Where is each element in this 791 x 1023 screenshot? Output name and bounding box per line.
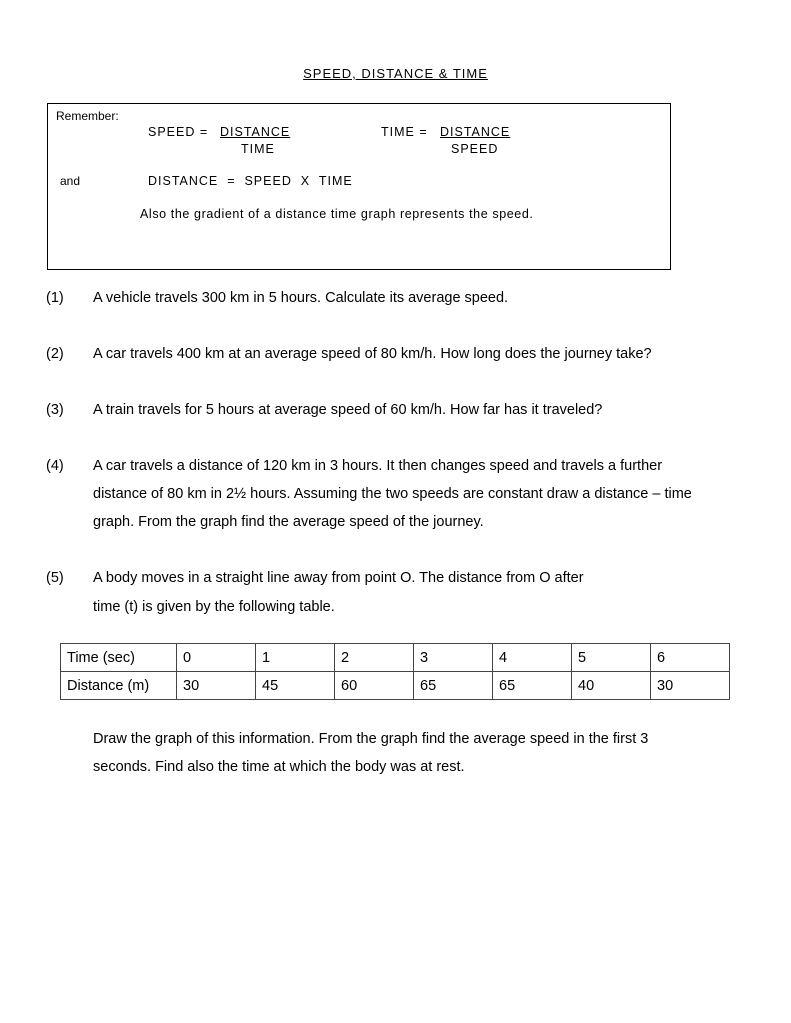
table-cell: 5 [572, 644, 651, 672]
table-cell: 65 [493, 672, 572, 700]
table-cell: 40 [572, 672, 651, 700]
question-4-line-2: distance of 80 km in 2½ hours. Assuming the two speeds are constant draw a distance – time [93, 486, 692, 502]
speed-formula-denominator: TIME [241, 142, 275, 156]
remember-label: Remember: [56, 109, 119, 123]
speed-formula-lhs: SPEED = [148, 125, 209, 139]
table-cell: 0 [177, 644, 256, 672]
question-1-text: A vehicle travels 300 km in 5 hours. Calculate its average speed. [93, 290, 509, 306]
table-cell: 65 [414, 672, 493, 700]
question-5-line-2: time (t) is given by the following table. [93, 599, 335, 615]
question-1-number: (1) [46, 290, 64, 306]
table-cell: Time (sec) [61, 644, 177, 672]
time-formula-lhs: TIME = [381, 125, 428, 139]
question-4-line-3: graph. From the graph find the average speed of the journey. [93, 514, 484, 530]
page-title: SPEED, DISTANCE & TIME [303, 66, 488, 81]
followup-line-2: seconds. Find also the time at which the body was at rest. [93, 759, 465, 775]
question-4-number: (4) [46, 458, 64, 474]
question-2-number: (2) [46, 346, 64, 362]
question-2-text: A car travels 400 km at an average speed of 80 km/h. How long does the journey take? [93, 346, 652, 362]
table-cell: 2 [335, 644, 414, 672]
distance-formula: DISTANCE = SPEED X TIME [148, 174, 353, 188]
question-4-line-1: A car travels a distance of 120 km in 3 hours. It then changes speed and travels a further [93, 458, 663, 474]
table-cell: 6 [651, 644, 730, 672]
table-row [61, 672, 730, 700]
table-cell: 1 [256, 644, 335, 672]
table-cell: 30 [177, 672, 256, 700]
time-formula-denominator: SPEED [451, 142, 499, 156]
question-3-text: A train travels for 5 hours at average speed of 60 km/h. How far has it traveled? [93, 402, 603, 418]
table-cell: Distance (m) [61, 672, 177, 700]
table-cell: 3 [414, 644, 493, 672]
time-distance-table [60, 643, 730, 700]
speed-formula-numerator: DISTANCE [220, 125, 291, 139]
question-5-line-1: A body moves in a straight line away from point O. The distance from O after [93, 570, 584, 586]
table-cell: 45 [256, 672, 335, 700]
question-3-number: (3) [46, 402, 64, 418]
table-cell: 30 [651, 672, 730, 700]
time-formula-numerator: DISTANCE [440, 125, 511, 139]
gradient-note: Also the gradient of a distance time graph represents the speed. [140, 207, 534, 221]
followup-line-1: Draw the graph of this information. From the graph find the average speed in the first 3 [93, 731, 649, 747]
table-cell: 4 [493, 644, 572, 672]
and-label: and [60, 174, 81, 188]
remember-box [47, 103, 671, 270]
question-5-number: (5) [46, 570, 64, 586]
table-cell: 60 [335, 672, 414, 700]
table-row [61, 644, 730, 672]
